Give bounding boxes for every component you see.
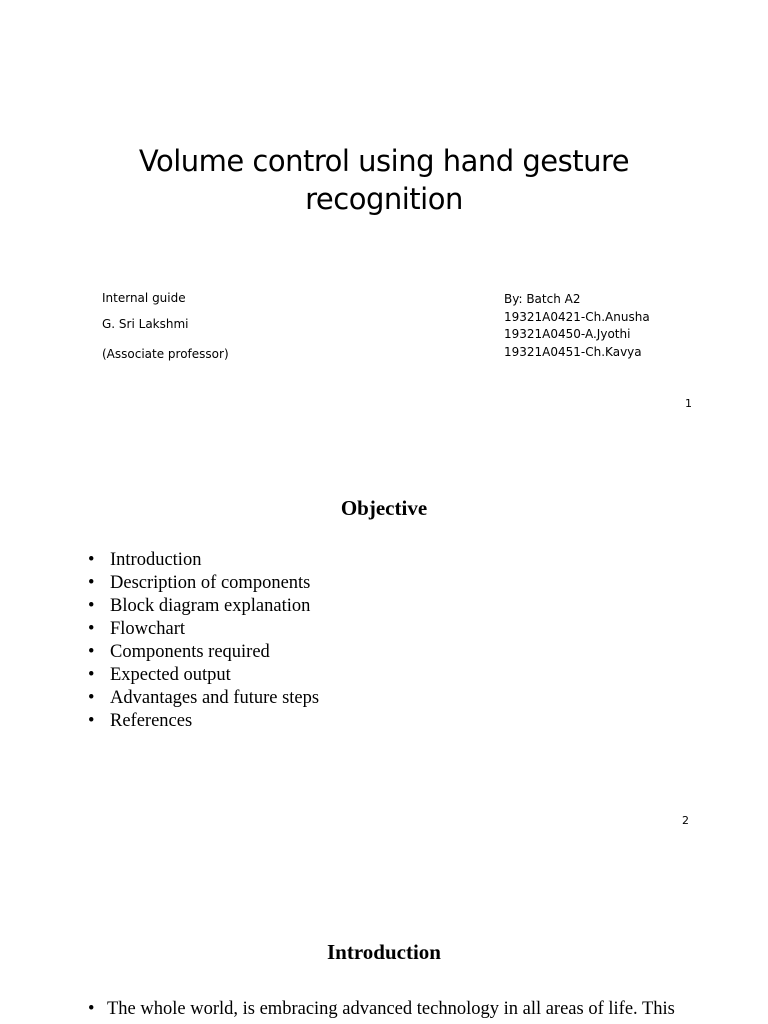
introduction-text: The whole world, is embracing advanced technology in all areas of life. This xyxy=(107,999,675,1019)
introduction-paragraph xyxy=(88,998,727,1021)
bullet-icon: • xyxy=(88,619,95,639)
member-1: 19321A0421-Ch.Anusha xyxy=(504,309,650,324)
slide-1 xyxy=(0,0,768,418)
internal-guide-role: (Associate professor) xyxy=(102,347,229,361)
page-number-2: 2 xyxy=(682,814,689,827)
bullet-icon: • xyxy=(88,573,95,593)
objective-list xyxy=(88,549,319,733)
bullet-icon: • xyxy=(88,642,95,662)
bullet-icon: • xyxy=(88,711,95,731)
list-item: • Expected output xyxy=(88,665,231,685)
list-item: • Advantages and future steps xyxy=(88,688,320,708)
member-2: 19321A0450-A.Jyothi xyxy=(504,327,631,341)
slide-3 xyxy=(0,836,768,1024)
list-item: • Introduction xyxy=(88,550,202,570)
title-line-2: recognition xyxy=(305,182,463,216)
list-item: • Description of components xyxy=(88,573,311,593)
slide-1-title xyxy=(0,142,768,218)
title-line-1: Volume control using hand gesture xyxy=(138,144,630,178)
bullet-icon: • xyxy=(88,596,95,616)
member-3: 19321A0451-Ch.Kavya xyxy=(504,344,642,359)
bullet-icon: • xyxy=(88,999,95,1019)
batch-block xyxy=(504,291,650,361)
page-number-1: 1 xyxy=(685,397,692,410)
internal-guide-name: G. Sri Lakshmi xyxy=(102,317,189,331)
bullet-icon: • xyxy=(88,665,95,685)
slide-2 xyxy=(0,418,768,836)
list-item: • References xyxy=(88,711,193,731)
introduction-title: Introduction xyxy=(327,940,441,964)
list-item: • Components required xyxy=(88,642,270,662)
internal-guide-label: Internal guide xyxy=(102,291,186,305)
bullet-icon: • xyxy=(88,550,95,570)
objective-title: Objective xyxy=(340,496,428,520)
list-item: • Block diagram explanation xyxy=(88,596,311,616)
batch-label: By: Batch A2 xyxy=(504,292,581,306)
bullet-icon: • xyxy=(88,688,95,708)
list-item: • Flowchart xyxy=(88,619,186,639)
